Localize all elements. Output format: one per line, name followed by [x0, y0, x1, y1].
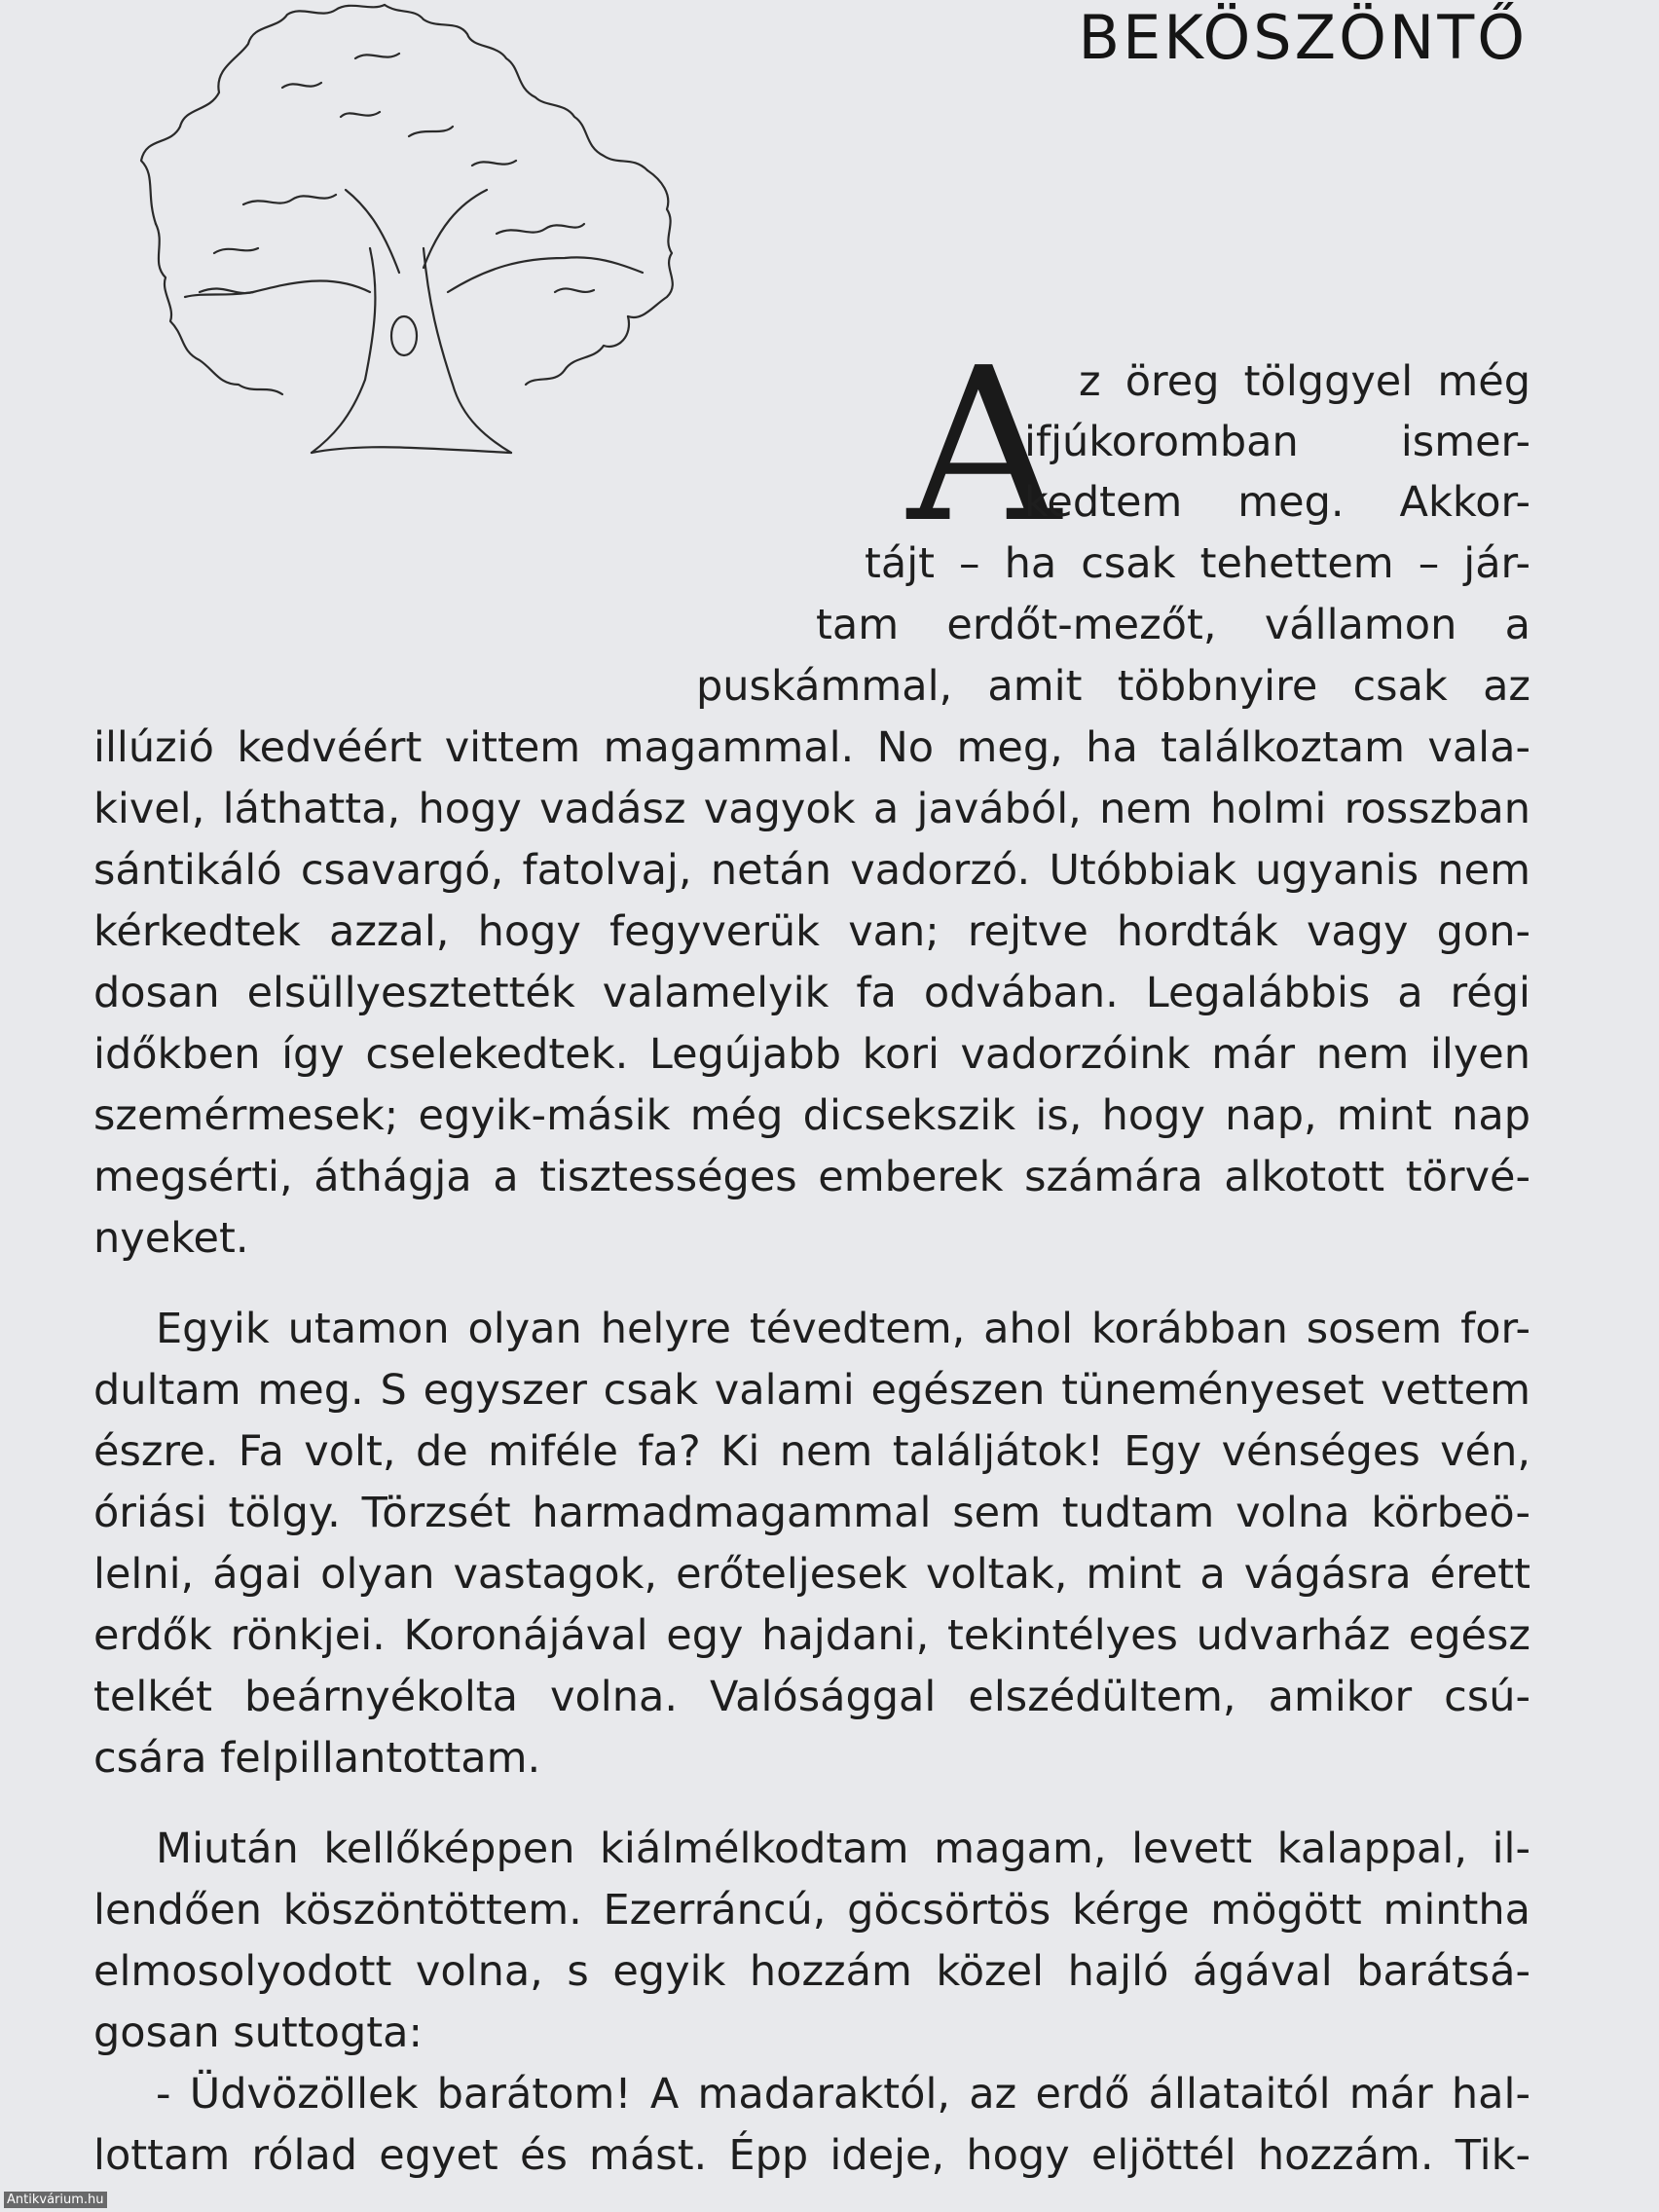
text-line: ifjúkoromban ismer-	[1024, 418, 1530, 466]
text-line: lendően köszöntöttem. Ezerráncú, göcsörtös kérge mögött mintha	[93, 1886, 1530, 1935]
text-line: lelni, ágai olyan vastagok, erőteljesek voltak, mint a vágásra érett	[93, 1550, 1530, 1599]
text-line: tam erdőt-mezőt, vállamon a	[816, 601, 1530, 649]
text-line: észre. Fa volt, de miféle fa? Ki nem találjátok! Egy vénséges vén,	[93, 1427, 1530, 1476]
text-line: kedtem meg. Akkor-	[1024, 478, 1530, 527]
text-line: - Üdvözöllek barátom! A madaraktól, az erdő állataitól már hal-	[156, 2070, 1530, 2119]
text-line: puskámmal, amit többnyire csak az	[696, 662, 1530, 711]
drop-cap: A	[907, 323, 1061, 570]
text-line: z öreg tölggyel még	[1079, 357, 1530, 406]
text-line: Egyik utamon olyan helyre tévedtem, ahol korábban sosem for-	[156, 1305, 1530, 1353]
text-line: sántikáló csavargó, fatolvaj, netán vadorzó. Utóbbiak ugyanis nem	[93, 846, 1530, 895]
text-line: telkét beárnyékolta volna. Valósággal elszédültem, amikor csú-	[93, 1673, 1530, 1721]
text-line: kivel, láthatta, hogy vadász vagyok a javából, nem holmi rosszban	[93, 785, 1530, 833]
text-line: lottam rólad egyet és mást. Épp ideje, hogy eljöttél hozzám. Tik-	[93, 2131, 1530, 2180]
text-line: dultam meg. S egyszer csak valami egészen tüneményeset vettem	[93, 1366, 1530, 1415]
page-title: BEKÖSZÖNTŐ	[1078, 2, 1528, 73]
oak-tree-illustration	[88, 0, 847, 643]
text-line: elmosolyodott volna, s egyik hozzám közel hajló ágával barátsá-	[93, 1947, 1530, 1996]
text-line: időkben így cselekedtek. Legújabb kori vadorzóink már nem ilyen	[93, 1030, 1530, 1079]
text-line: megsérti, áthágja a tisztességes emberek számára alkotott törvé-	[93, 1153, 1530, 1201]
text-line: erdők rönkjei. Koronájával egy hajdani, tekintélyes udvarház egész	[93, 1611, 1530, 1660]
text-line: szemérmesek; egyik-másik még dicsekszik is, hogy nap, mint nap	[93, 1091, 1530, 1140]
text-line: óriási tölgy. Törzsét harmadmagammal sem tudtam volna körbeö-	[93, 1489, 1530, 1537]
text-line: gosan suttogta:	[93, 2009, 423, 2057]
text-line: tájt – ha csak tehettem – jár-	[865, 539, 1530, 588]
text-line: illúzió kedvéért vittem magammal. No meg, ha találkoztam vala-	[93, 723, 1530, 772]
site-watermark: Antikvárium.hu	[4, 2192, 107, 2208]
text-line: kérkedtek azzal, hogy fegyverük van; rejtve hordták vagy gon-	[93, 907, 1530, 956]
text-line: Miután kellőképpen kiálmélkodtam magam, levett kalappal, il-	[156, 1825, 1530, 1873]
text-line: dosan elsüllyesztették valamelyik fa odvában. Legalábbis a régi	[93, 969, 1530, 1017]
text-line: csára felpillantottam.	[93, 1734, 541, 1783]
text-line: nyeket.	[93, 1214, 249, 1263]
